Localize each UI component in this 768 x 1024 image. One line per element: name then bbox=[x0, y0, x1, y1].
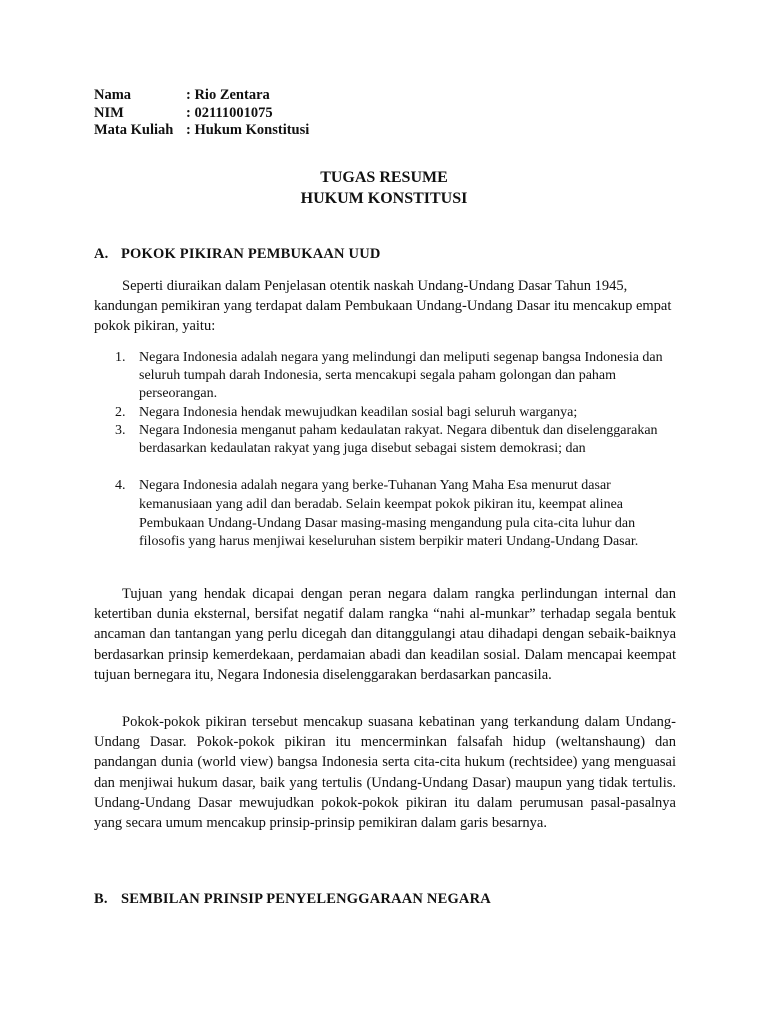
identity-value: : Hukum Konstitusi bbox=[186, 122, 310, 138]
list-number: 3. bbox=[115, 423, 126, 438]
identity-label: Nama bbox=[94, 87, 132, 103]
identity-value: : Rio Zentara bbox=[186, 87, 270, 103]
identity-row-nim bbox=[94, 105, 309, 123]
body-paragraph-goals bbox=[94, 584, 676, 685]
list-number: 1. bbox=[115, 350, 126, 365]
section-letter: A. bbox=[94, 246, 109, 262]
identity-row-name bbox=[94, 87, 309, 105]
list-text: Negara Indonesia adalah negara yang melindungi dan meliputi segenap bangsa Indonesia dan seluruh tumpah darah Indonesia, serta mencakupi segala paham golongan dan paham perseorangan. bbox=[139, 350, 663, 402]
section-title: SEMBILAN PRINSIP PENYELENGGARAAN NEGARA bbox=[121, 891, 491, 907]
list-text: Negara Indonesia menganut paham kedaulatan rakyat. Negara dibentuk dan diselenggarakan berdasarkan kedaulatan rakyat yang juga disebut sebagai sistem demokrasi; dan bbox=[139, 423, 658, 457]
identity-label: Mata Kuliah bbox=[94, 122, 174, 138]
intro-paragraph bbox=[94, 276, 676, 337]
list-item bbox=[115, 422, 680, 458]
paragraph-text: Seperti diuraikan dalam Penjelasan otentik naskah Undang-Undang Dasar Tahun 1945, kandungan pemikiran yang terdapat dalam Pembukaan Undang-Undang Dasar itu mencakup empat pokok pikiran, yaitu: bbox=[94, 278, 672, 335]
list-text: Negara Indonesia hendak mewujudkan keadilan sosial bagi seluruh warganya; bbox=[139, 405, 578, 420]
list-item bbox=[115, 477, 680, 552]
section-b-heading bbox=[94, 891, 491, 908]
list-item bbox=[115, 349, 680, 404]
list-text: Negara Indonesia adalah negara yang berke-Tuhanan Yang Maha Esa menurut dasar kemanusiaan yang adil dan beradab. Selain keempat pokok pikiran itu, keempat alinea Pembukaan Undang-Undang Dasar masing-masing mengandung pula cita-cita luhur dan filosofis yang harus menjiwai keseluruhan sistem berpikir materi Undang-Undang Dasar. bbox=[139, 478, 639, 550]
list-number: 2. bbox=[115, 405, 126, 420]
student-identity bbox=[94, 87, 309, 140]
identity-row-course bbox=[94, 122, 309, 140]
identity-value: : 02111001075 bbox=[186, 104, 273, 121]
section-a-heading bbox=[94, 246, 381, 263]
document-title-line-1: TUGAS RESUME bbox=[320, 169, 448, 186]
section-title: POKOK PIKIRAN PEMBUKAAN UUD bbox=[121, 246, 381, 262]
paragraph-text: Pokok-pokok pikiran tersebut mencakup suasana kebatinan yang terkandung dalam Undang-Undang Dasar. Pokok-pokok pikiran itu mencerminkan falsafah hidup (weltanshaung) dan pandangan dunia (world view) bangsa Indonesia serta cita-cita hukum (rechtsidee) yang menguasai dan menjiwai hukum dasar, baik yang tertulis (Undang-Undang Dasar) maupun yang tidak tertulis. Undang-Undang Dasar mewujudkan pokok-pokok pikiran itu dalam perumusan pasal-pasalnya yang secara umum mencakup prinsip-prinsip pemikiran dalam garis besarnya. bbox=[94, 714, 676, 832]
identity-label: NIM bbox=[94, 104, 124, 121]
paragraph-text: Tujuan yang hendak dicapai dengan peran negara dalam rangka perlindungan internal dan ketertiban dunia eksternal, bersifat negatif dalam rangka “nahi al-munkar” terhadap segala bentuk ancaman dan tantangan yang perlu dicegah dan ditanggulangi atau dihadapi dengan sebaik-baiknya berdasarkan prinsip kemerdekaan, perdamaian abadi dan keadilan sosial. Dalam mencapai keempat tujuan bernegara itu, Negara Indonesia diselenggarakan berdasarkan pancasila. bbox=[94, 586, 676, 683]
document-title-line-2: HUKUM KONSTITUSI bbox=[300, 190, 468, 207]
list-item bbox=[115, 404, 680, 422]
section-letter: B. bbox=[94, 891, 108, 907]
body-paragraph-principles bbox=[94, 712, 676, 833]
list-number: 4. bbox=[115, 478, 126, 493]
